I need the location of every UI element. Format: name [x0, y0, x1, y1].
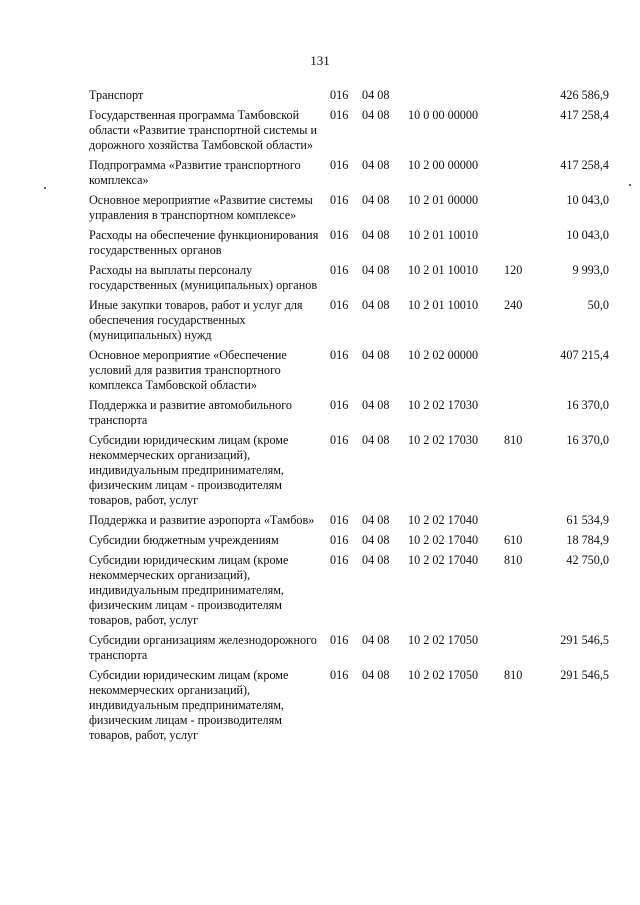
ministry-code: 016 — [330, 108, 349, 122]
amount-value: 291 546,5 — [560, 668, 609, 682]
row-name: Субсидии бюджетным учреждениям — [89, 533, 279, 547]
target-article-code: 10 2 01 10010 — [408, 298, 479, 312]
amount-value: 16 370,0 — [566, 398, 609, 412]
table-row — [89, 263, 609, 293]
amount-value: 61 534,9 — [566, 513, 609, 527]
row-name: Основное мероприятие «Обеспечение условий для развития транспортного комплекса Тамбовской области» — [89, 348, 287, 392]
section-code: 04 08 — [362, 533, 390, 547]
row-name: Субсидии юридическим лицам (кроме некоммерческих организаций), индивидуальным предпринимателям, физическим лицам - производителям товаров, работ, услуг — [89, 553, 289, 627]
section-code: 04 08 — [362, 398, 390, 412]
table-row — [89, 398, 609, 428]
table-row — [89, 108, 609, 153]
expense-type-code: 120 — [504, 263, 523, 277]
row-name: Подпрограмма «Развитие транспортного комплекса» — [89, 158, 301, 187]
section-code: 04 08 — [362, 553, 390, 567]
target-article-code: 10 2 02 17030 — [408, 433, 479, 447]
table-row — [89, 633, 609, 663]
section-code: 04 08 — [362, 348, 390, 362]
target-article-code: 10 2 02 00000 — [408, 348, 479, 362]
amount-value: 10 043,0 — [566, 228, 609, 242]
ministry-code: 016 — [330, 553, 349, 567]
scan-mark-right — [629, 184, 631, 186]
section-code: 04 08 — [362, 228, 390, 242]
section-code: 04 08 — [362, 158, 390, 172]
page-number: 131 — [310, 53, 330, 68]
section-code: 04 08 — [362, 263, 390, 277]
amount-value: 42 750,0 — [566, 553, 609, 567]
amount-value: 10 043,0 — [566, 193, 609, 207]
ministry-code: 016 — [330, 348, 349, 362]
target-article-code: 10 2 01 10010 — [408, 228, 479, 242]
target-article-code: 10 2 01 10010 — [408, 263, 479, 277]
ministry-code: 016 — [330, 433, 349, 447]
section-code: 04 08 — [362, 88, 390, 102]
ministry-code: 016 — [330, 533, 349, 547]
table-row — [89, 533, 609, 548]
target-article-code: 10 2 02 17040 — [408, 533, 479, 547]
target-article-code: 10 2 02 17050 — [408, 633, 479, 647]
amount-value: 16 370,0 — [566, 433, 609, 447]
ministry-code: 016 — [330, 668, 349, 682]
table-row — [89, 88, 609, 103]
ministry-code: 016 — [330, 298, 349, 312]
row-name: Субсидии организациям железнодорожного транспорта — [89, 633, 317, 662]
ministry-code: 016 — [330, 513, 349, 527]
table-row — [89, 513, 609, 528]
row-name: Государственная программа Тамбовской области «Развитие транспортной системы и дорожного хозяйства Тамбовской области» — [89, 108, 317, 152]
table-row — [89, 228, 609, 258]
section-code: 04 08 — [362, 193, 390, 207]
target-article-code: 10 0 00 00000 — [408, 108, 479, 122]
expense-type-code: 810 — [504, 433, 523, 447]
target-article-code: 10 2 00 00000 — [408, 158, 479, 172]
table-row — [89, 348, 609, 393]
table-row — [89, 433, 609, 508]
amount-value: 417 258,4 — [560, 158, 609, 172]
section-code: 04 08 — [362, 433, 390, 447]
table-row — [89, 193, 609, 223]
section-code: 04 08 — [362, 298, 390, 312]
row-name: Основное мероприятие «Развитие системы управления в транспортном комплексе» — [89, 193, 313, 222]
table-row — [89, 668, 609, 743]
section-code: 04 08 — [362, 668, 390, 682]
row-name: Транспорт — [89, 88, 144, 102]
row-name: Расходы на обеспечение функционирования государственных органов — [89, 228, 319, 257]
ministry-code: 016 — [330, 158, 349, 172]
section-code: 04 08 — [362, 513, 390, 527]
table-row — [89, 158, 609, 188]
amount-value: 407 215,4 — [560, 348, 609, 362]
expense-type-code: 610 — [504, 533, 523, 547]
row-name: Поддержка и развитие автомобильного транспорта — [89, 398, 292, 427]
ministry-code: 016 — [330, 263, 349, 277]
target-article-code: 10 2 02 17040 — [408, 553, 479, 567]
table-row — [89, 553, 609, 628]
target-article-code: 10 2 01 00000 — [408, 193, 479, 207]
row-name: Субсидии юридическим лицам (кроме некоммерческих организаций), индивидуальным предпринимателям, физическим лицам - производителям товаров, работ, услуг — [89, 433, 289, 507]
ministry-code: 016 — [330, 193, 349, 207]
amount-value: 9 993,0 — [572, 263, 609, 277]
amount-value: 18 784,9 — [566, 533, 609, 547]
table-row — [89, 298, 609, 343]
section-code: 04 08 — [362, 633, 390, 647]
scan-mark-left — [44, 187, 46, 189]
expense-type-code: 810 — [504, 553, 523, 567]
ministry-code: 016 — [330, 228, 349, 242]
amount-value: 417 258,4 — [560, 108, 609, 122]
ministry-code: 016 — [330, 398, 349, 412]
budget-table — [89, 88, 609, 748]
target-article-code: 10 2 02 17040 — [408, 513, 479, 527]
row-name: Расходы на выплаты персоналу государственных (муниципальных) органов — [89, 263, 318, 292]
ministry-code: 016 — [330, 88, 349, 102]
expense-type-code: 810 — [504, 668, 523, 682]
row-name: Поддержка и развитие аэропорта «Тамбов» — [89, 513, 315, 527]
target-article-code: 10 2 02 17050 — [408, 668, 479, 682]
amount-value: 50,0 — [587, 298, 609, 312]
amount-value: 426 586,9 — [560, 88, 609, 102]
section-code: 04 08 — [362, 108, 390, 122]
expense-type-code: 240 — [504, 298, 523, 312]
row-name: Иные закупки товаров, работ и услуг для обеспечения государственных (муниципальных) нужд — [89, 298, 303, 342]
target-article-code: 10 2 02 17030 — [408, 398, 479, 412]
amount-value: 291 546,5 — [560, 633, 609, 647]
row-name: Субсидии юридическим лицам (кроме некоммерческих организаций), индивидуальным предпринимателям, физическим лицам - производителям товаров, работ, услуг — [89, 668, 289, 742]
ministry-code: 016 — [330, 633, 349, 647]
